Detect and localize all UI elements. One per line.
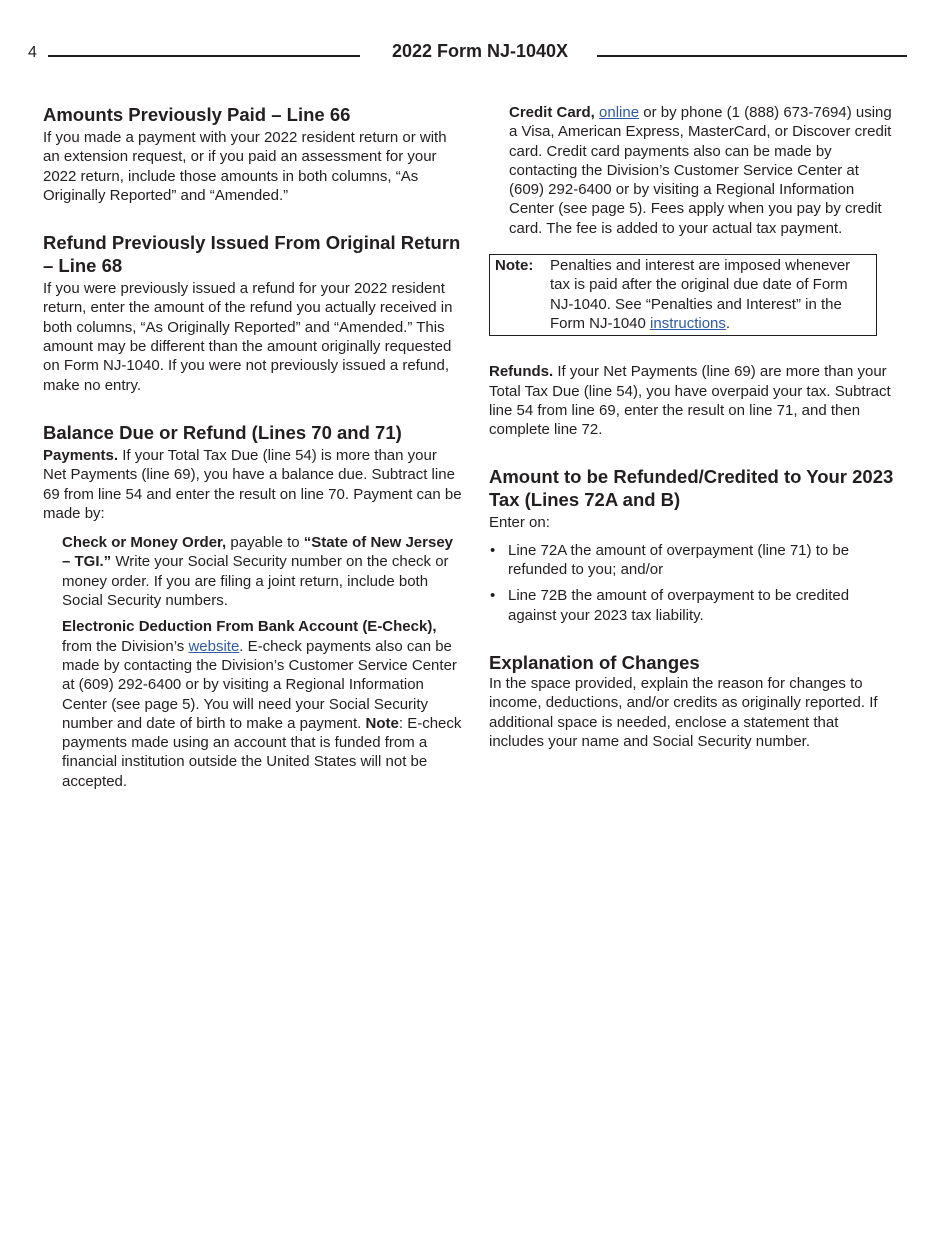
- list-item: [489, 586, 894, 625]
- refunds-text: If your Net Payments (line 69) are more than your Total Tax Due (line 54), you have overpaid your tax. Subtract line 54 from line 69, enter the result on line 71, and then complete line 72.: [489, 363, 891, 439]
- online-link[interactable]: online: [599, 104, 640, 121]
- page-title: 2022 Form NJ-1040X: [391, 41, 569, 61]
- check-label: Check or Money Order,: [62, 534, 227, 552]
- note-label: Note:: [495, 257, 534, 275]
- section-heading: Balance Due or Refund (Lines 70 and 71): [43, 421, 402, 443]
- echeck-note-text: : E-check payments made using an account that is funded from a financial institution outside the United States will not be accepted.: [62, 714, 462, 790]
- credit-card-label: Credit Card,: [509, 104, 595, 121]
- left-column: [43, 103, 463, 791]
- list-item-text: Line 72B the amount of overpayment to be credited against your 2023 tax liability.: [508, 587, 850, 624]
- echeck-text: from the Division’s: [62, 637, 189, 655]
- section-amounts-previously-paid: [43, 103, 463, 205]
- section-body: If you were previously issued a refund for your 2022 resident return, enter the amount of the refund you actually received in both columns, “As Originally Reported” and “Amended.” This amount may be different than the amount originally requested on Form NJ-1040. If you were not previously issued a refund, make no entry.: [43, 280, 453, 394]
- section-body: If you made a payment with your 2022 resident return or with an extension request, or if you paid an assessment for your 2022 return, include those amounts in both columns, “As Originally Reported” and “Amended.”: [43, 129, 447, 204]
- enter-on-text: Enter on:: [489, 514, 550, 532]
- refunds-paragraph: [489, 362, 894, 439]
- check-text-2: Write your Social Security number on the check or money order. If you are filing a joint return, include both Social Security numbers.: [62, 553, 449, 610]
- instructions-link[interactable]: instructions: [650, 314, 726, 332]
- page-number: 4: [28, 44, 37, 61]
- section-heading: Amount to be Refunded/Credited to Your 2023 Tax (Lines 72A and B): [489, 466, 894, 511]
- section-heading: Explanation of Changes: [489, 651, 700, 673]
- check-payee: “State of New Jersey – TGI.”: [62, 534, 454, 571]
- section-heading: Amounts Previously Paid – Line 66: [43, 104, 351, 125]
- header-rule-left: [48, 55, 360, 57]
- section-amount-refunded-credited: [489, 465, 894, 624]
- section-refund-previously-issued: [43, 231, 463, 395]
- bullet-icon: •: [490, 587, 496, 605]
- credit-card-text: or by phone (1 (888) 673-7694) using a Visa, American Express, MasterCard, or Discover credit card. Credit card payments also can be made by contacting the Division’s Customer Service Center at (609) 292-6400 or by visiting a Regional Information Center (see page 5). Fees apply when you pay by credit card. The fee is added to your actual tax payment.: [509, 104, 892, 237]
- echeck-note-label: Note: [365, 714, 399, 732]
- right-column: [489, 103, 894, 751]
- echeck-label: Electronic Deduction From Bank Account (E-Check),: [62, 618, 437, 636]
- payments-text: If your Total Tax Due (line 54) is more than your Net Payments (line 69), you have a balance due. Subtract line 69 from line 54 and enter the result on line 70. Payment can be made by:: [43, 446, 462, 522]
- section-body: In the space provided, explain the reason for changes to income, deductions, and/or credits as originally reported. If additional space is needed, enclose a statement that includes your name and Social Security number.: [489, 674, 878, 750]
- section-heading: Refund Previously Issued From Original Return – Line 68: [43, 232, 461, 277]
- credit-card-paragraph: [509, 103, 894, 238]
- website-link[interactable]: website: [188, 637, 240, 655]
- payments-label: Payments.: [43, 446, 119, 464]
- note-end: .: [725, 314, 731, 332]
- check-paragraph: [62, 533, 463, 610]
- echeck-paragraph: [62, 617, 463, 791]
- header-rule-right: [597, 55, 907, 57]
- section-balance-due-or-refund: [43, 421, 463, 791]
- penalties-note-box: [489, 254, 877, 336]
- note-text: [550, 256, 868, 333]
- payments-paragraph: [43, 446, 463, 523]
- section-explanation-of-changes: [489, 651, 894, 751]
- bullet-icon: •: [490, 541, 496, 559]
- note-body: Penalties and interest are imposed whenever tax is paid after the original due date of Form NJ-1040. See “Penalties and Interest” in the Form NJ-1040: [550, 257, 851, 332]
- bullet-list: [489, 541, 894, 625]
- check-text: payable to: [226, 534, 304, 552]
- list-item-text: Line 72A the amount of overpayment (line 71) to be refunded to you; and/or: [508, 541, 850, 579]
- echeck-text-2: . E-check payments also can be made by contacting the Division’s Customer Service Center at (609) 292-6400 or by visiting a Regional Information Center (see page 5). You will need your Social Security number and date of birth to make a payment.: [62, 637, 457, 732]
- refunds-label: Refunds.: [489, 363, 554, 381]
- list-item: [489, 541, 894, 580]
